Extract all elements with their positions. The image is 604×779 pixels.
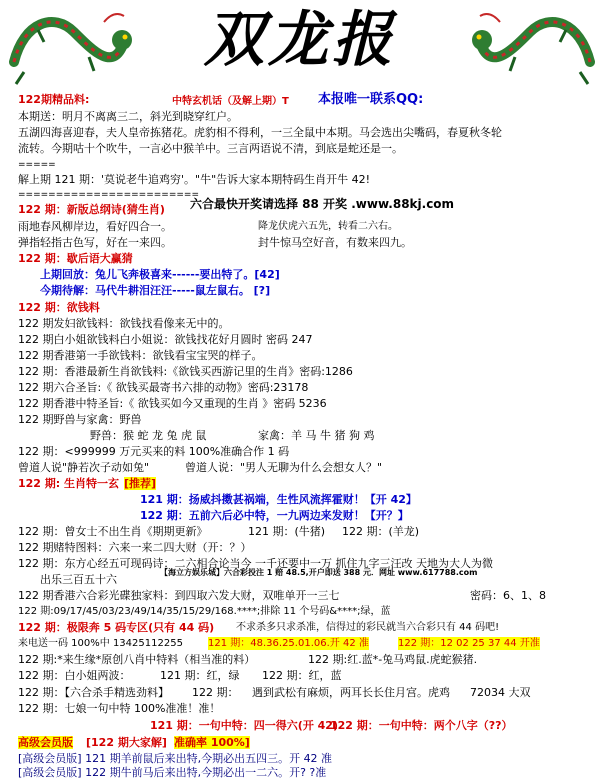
right-dragon-icon: [470, 2, 600, 90]
zeng-nochu-label: 122 期：曾女士不出生肖《期期更新》: [18, 525, 208, 538]
left-dragon-icon: [4, 2, 134, 90]
vip-accuracy: 准确率 100%]: [174, 736, 250, 749]
killer-answer: 虎鸡: [428, 686, 450, 699]
last-issue-answer: 解上期 121 期：'莫说老牛追鸡穷'。"牛"告诉大家本期特码生肖开牛 42!: [18, 173, 371, 186]
vip-label: 高级会员版: [18, 736, 73, 749]
jixian-121: 121 期：48.36.25.01.06.开 42 准: [208, 638, 369, 649]
ad-88kj-link[interactable]: 六合最快开奖请选择 88 开奖 .www.88kj.com: [190, 197, 455, 211]
contact-qq-label: 本报唯一联系QQ:: [318, 92, 424, 107]
xuan-line-122: 122 期：五前六后必中特，一九两边来发财！【开？】: [140, 509, 409, 522]
xiehouyu-last: 上期回放：兔儿飞奔极喜来------要出特了。[42]: [40, 268, 280, 281]
disc-line: 122 期香港六合彩光碟独家料：到四取六发大财，双唯单开一三七: [18, 589, 340, 602]
disc-code: 密码：6、1、8: [470, 589, 546, 602]
laisheng-value: 122 期:红.蓝*-兔马鸡鼠.虎蛇猴猪.: [308, 653, 478, 666]
section-label-jingpin: 122期精品料:: [18, 93, 90, 106]
zeng-nochu-121: 121 期：(牛猪): [248, 525, 326, 538]
yiju-122: 122 期：一句中特：两个八字（??）: [330, 719, 513, 732]
bai-waves-121: 121 期：红，绿: [160, 669, 240, 682]
section-label-shengxiao: 122 期: 生肖特一玄: [18, 477, 120, 490]
bai-waves-122: 122 期：红，蓝: [262, 669, 342, 682]
riddle-line-1: 本期送：明月不离离三二，斜光到晓穿红户。: [18, 110, 238, 123]
beast-list: 野兽：猴 蛇 龙 兔 虎 鼠: [90, 429, 207, 442]
xuan-line-121: 121 期：扬威抖擞甚祸端，生性风流挥霍财！【开 42】: [140, 493, 417, 506]
poem-line-2: 降龙伏虎六五先，转看二六右。: [258, 221, 398, 232]
separator-text-2: ========================: [18, 190, 199, 200]
paid-info-line: 122 期：<999999 万元买来的料 100%准确合作 1 码: [18, 445, 290, 458]
jixian-note: 不求杀多只求杀准，信得过的彩民就当六合彩只有 44 码吧!: [236, 622, 500, 633]
jixian-122: 122 期：12 02 25 37 44 开准: [398, 638, 540, 649]
yiju-121: 121 期：一句中特：四一得六(开 42): [150, 719, 338, 732]
vip-line-121: [高级会员版] 121 期羊前鼠后来出特,今期必出五四三。开 42 准: [18, 752, 333, 765]
xinjing-poem: 122 期：东方心经五可现码诗：二六相合论当今 一千还要中一万 抓住九字三汪改 天地为大人为微: [18, 557, 493, 570]
section-label-xuanji: 中特玄机话（及解上期）T: [172, 96, 289, 107]
vip-title: [122 期大家解]: [86, 736, 167, 749]
beast-poultry-label: 122 期野兽与家禽：野兽: [18, 413, 142, 426]
ad-617788-link[interactable]: 【海立方娱乐城】六合彩投注 1 赔 48.5,开户即送 388 元．网址 www.617788.com: [160, 568, 478, 577]
vip-line-122: [高级会员版] 122 期牛前马后来出特,今期必出一二六。开? ?准: [18, 766, 327, 779]
number-line: 122 期:09/17/45/03/23/49/14/35/15/29/168.****;排除 11 个号码&****;绿，蓝: [18, 606, 391, 617]
killer-label: 122 期：【六合杀手精选劲料】: [18, 686, 169, 699]
recommend-badge: [推荐]: [124, 477, 157, 490]
dute-line: 122 期赌特图料：六来一来二四大财（开：？）: [18, 541, 252, 554]
bai-waves-label: 122 期：白小姐两波：: [18, 669, 131, 682]
page-title: 双龙报: [204, 5, 396, 75]
zeng-saying-1: 曾道人说"静若次子动如兔": [18, 461, 150, 474]
yuqian-line-5: 122 期六合圣旨:《 欲钱买最寄书六排的动物》密码:23178: [18, 381, 309, 394]
yuqian-line-4: 122 期：香港最新生肖欲钱料:《欲钱买西游记里的生肖》密码:1286: [18, 365, 353, 378]
poem-line-4: 封牛惊马空好音，有数来四九。: [258, 236, 412, 249]
killer-issue: 122 期：: [192, 686, 239, 699]
section-label-jixian: 122 期：极限奔 5 码专区(只有 44 码): [18, 621, 215, 634]
yuqian-line-6: 122 期香港中特圣旨:《 欲钱买如今又重现的生肖 》密码 5236: [18, 397, 327, 410]
qiniang-line: 122 期：七娘一句中特 100%准准！准！: [18, 702, 221, 715]
separator-text-1: =====: [18, 160, 56, 170]
section-label-yuqian: 122 期：欲钱料: [18, 301, 100, 314]
phone-line[interactable]: 来电送一码 100%中 13425112255: [18, 638, 183, 649]
zeng-nochu-122: 122 期：(羊龙): [342, 525, 420, 538]
riddle-line-2: 五湖四海喜迎春，夫人皇帝拣猪花。虎豹相不得利，一三全鼠中本期。马会选出尖嘴码，春夏秋冬轮: [18, 126, 502, 139]
section-label-xiehouyu: 122 期：歇后语大赢猜: [18, 252, 133, 265]
killer-riddle: 遇到武松有麻烦，两耳长长住月宫。: [252, 686, 428, 699]
poem-line-3: 弹指轻指古色写，好在一来四。: [18, 236, 172, 249]
xinjing-poem-end: 出乐三百五十六: [40, 573, 117, 586]
xiehouyu-current: 今期待解：马代牛耕泪汪汪-----鼠左鼠右。 [?]: [40, 284, 271, 297]
yuqian-line-1: 122 期发妇欲钱料：欲钱找看像来无中的。: [18, 317, 230, 330]
killer-number: 72034 大双: [470, 686, 531, 699]
zeng-saying-2: 曾道人说："男人无聊为什么会想女人？": [185, 461, 383, 474]
riddle-line-3: 流转。今期咕十个吹牛，一言必中猴羊中。三言两语说不清，到底是蛇还是一。: [18, 142, 403, 155]
section-label-zonggang: 122 期：新版总纲诗(猜生肖): [18, 203, 165, 216]
laisheng-line: 122 期:*来生缘*原创八肖中特料（相当准的料）: [18, 653, 256, 666]
poultry-list: 家禽：羊 马 牛 猪 狗 鸡: [258, 429, 375, 442]
yuqian-line-2: 122 期白小姐欲钱料白小姐说：欲钱找花好月圆时 密码 247: [18, 333, 313, 346]
poem-line-1: 雨地春风柳岸边，看好四合一。: [18, 220, 172, 233]
yuqian-line-3: 122 期香港第一手欲钱料：欲钱看宝宝哭的样子。: [18, 349, 263, 362]
